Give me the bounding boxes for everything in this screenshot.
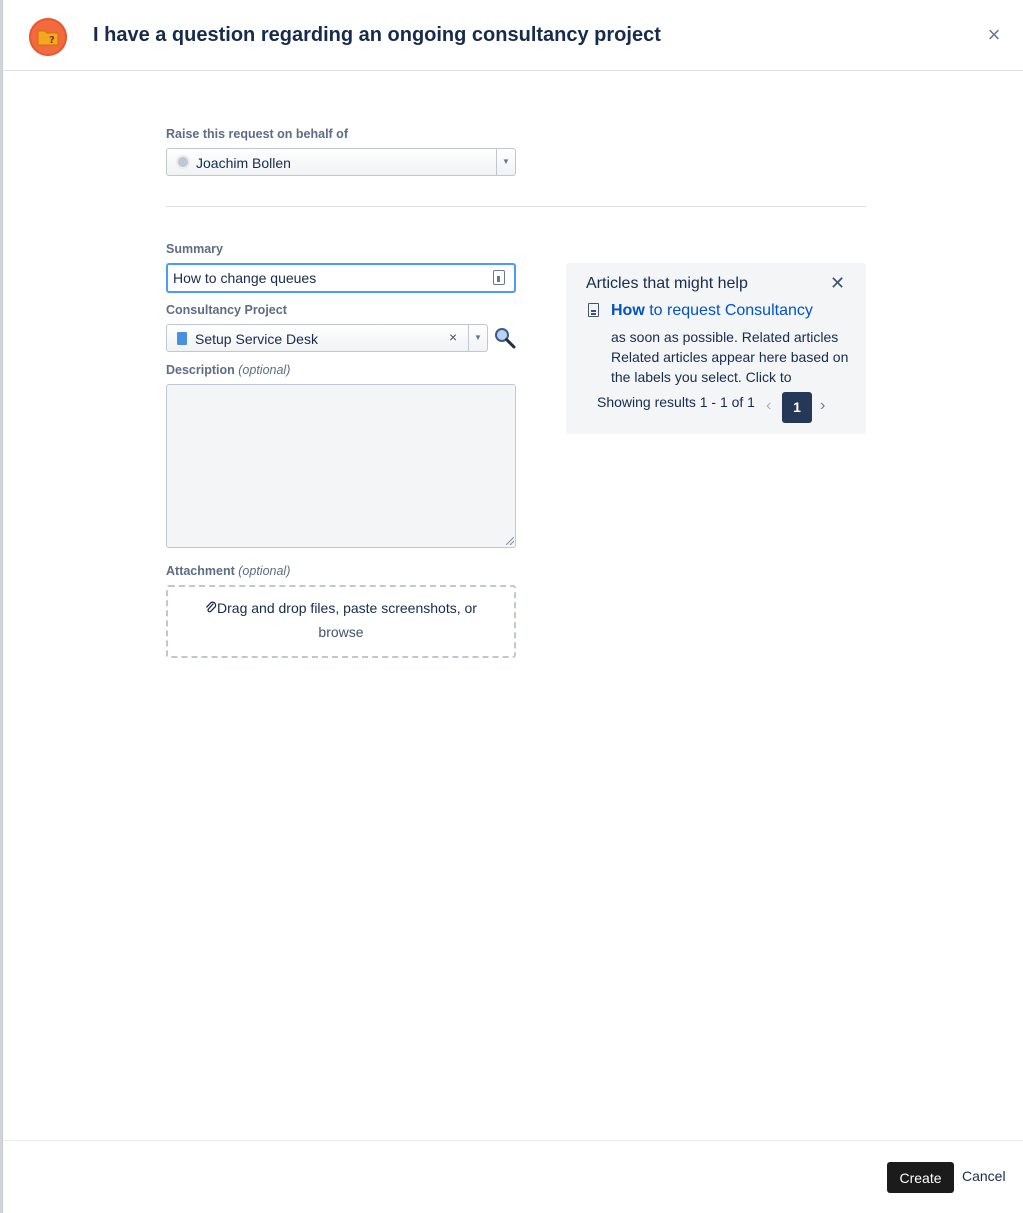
- article-excerpt: as soon as possible. Related articles Related articles appear here based on the labels you select. Click to: [611, 329, 849, 385]
- chevron-down-icon[interactable]: ▼: [496, 149, 515, 175]
- password-manager-icon[interactable]: [493, 270, 505, 285]
- resize-handle[interactable]: [506, 537, 514, 545]
- behalf-select[interactable]: [166, 148, 516, 176]
- article-icon: [588, 303, 599, 317]
- summary-label: Summary: [166, 242, 223, 256]
- project-value: Setup Service Desk: [195, 331, 318, 347]
- chevron-down-icon[interactable]: ▼: [468, 325, 487, 351]
- paperclip-icon: [205, 601, 217, 614]
- svg-text:?: ?: [49, 35, 55, 46]
- create-button[interactable]: Create: [887, 1162, 954, 1193]
- dialog-footer: [3, 1140, 1023, 1213]
- description-field[interactable]: [166, 384, 516, 548]
- avatar: [176, 155, 190, 169]
- project-select[interactable]: [166, 324, 488, 352]
- close-icon[interactable]: ×: [987, 22, 1001, 47]
- create-request-dialog: [2, 0, 1023, 1213]
- behalf-value: Joachim Bollen: [196, 155, 291, 171]
- dialog-title: I have a question regarding an ongoing consultancy project: [93, 24, 661, 46]
- behalf-label: Raise this request on behalf of: [166, 127, 348, 141]
- section-divider: [166, 206, 866, 207]
- article-title-rest: to request Consultancy: [644, 302, 813, 319]
- description-optional: (optional): [238, 363, 291, 377]
- cancel-button[interactable]: Cancel: [962, 1168, 1006, 1184]
- dialog-header: [3, 0, 1023, 71]
- attachment-dropzone[interactable]: [166, 585, 516, 658]
- attachment-optional: (optional): [238, 564, 291, 578]
- help-articles-panel: [566, 263, 866, 434]
- chevron-right-icon[interactable]: ›: [820, 397, 826, 414]
- summary-input[interactable]: [166, 263, 516, 293]
- folder-question-icon: [29, 18, 67, 56]
- chevron-left-icon[interactable]: ‹: [766, 397, 772, 414]
- description-label-text: Description: [166, 363, 235, 377]
- attachment-label: [166, 564, 290, 578]
- project-label: Consultancy Project: [166, 303, 287, 317]
- article-title-bold: How: [611, 302, 645, 319]
- description-label: [166, 363, 290, 377]
- search-icon[interactable]: [493, 327, 517, 349]
- article-link[interactable]: [611, 302, 813, 320]
- page-button-current[interactable]: 1: [782, 392, 812, 423]
- dropzone-text: Drag and drop files, paste screenshots, or: [217, 600, 477, 616]
- close-icon[interactable]: ✕: [830, 273, 846, 293]
- dropzone-line: [168, 600, 514, 616]
- clear-icon[interactable]: ×: [449, 329, 458, 345]
- document-icon: [177, 332, 187, 345]
- attachment-label-text: Attachment: [166, 564, 235, 578]
- help-panel-title: Articles that might help: [586, 275, 748, 292]
- results-count: Showing results 1 - 1 of 1: [597, 394, 755, 410]
- browse-link[interactable]: browse: [318, 624, 364, 640]
